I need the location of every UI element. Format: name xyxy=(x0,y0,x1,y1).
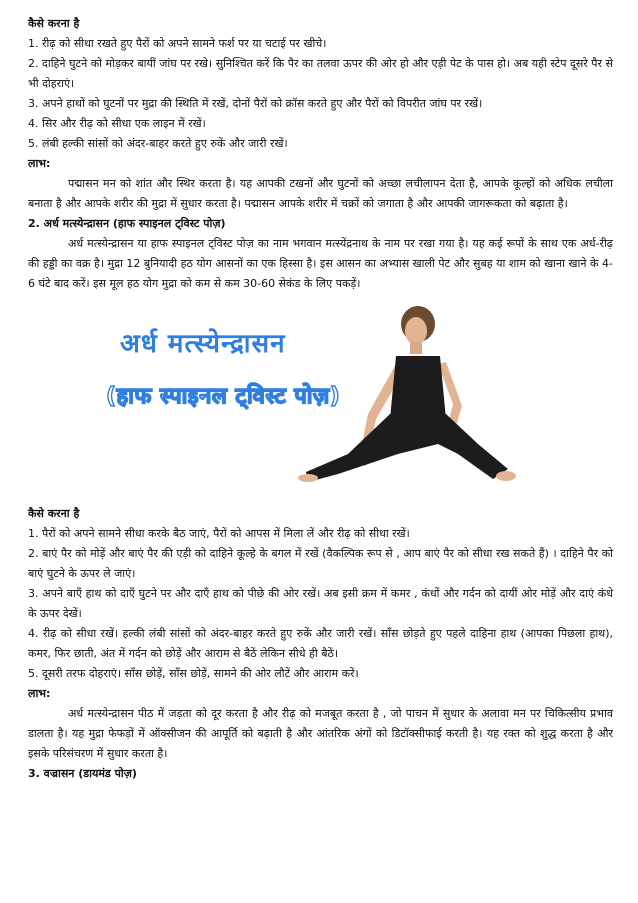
step-2-2: 2. बाएं पैर को मोड़ें और बाएं पैर की एड़ी को दाहिने कूल्हे के बगल में रखें (वैकल्पिक रूप से , आप बाएं पैर को सीधा रख सकते हैं) । दाहिने पैर को बाएं घुटने के ऊपर ले जाएं। xyxy=(28,547,613,580)
image-title-line-2: (हाफ स्पाइनल ट्विस्ट पोज़) xyxy=(106,384,341,409)
section-heading-3: 3. वज्रासन (डायमंड पोज़) xyxy=(28,767,137,780)
pose-image xyxy=(28,304,613,504)
step-1-1: 1. रीढ़ को सीधा रखते हुए पैरों को अपने सामने फर्श पर या चटाई पर खीचे। xyxy=(28,37,327,50)
document-page xyxy=(28,14,613,784)
benefits-heading-2: लाभ: xyxy=(28,687,51,700)
step-2-5: 5. दूसरी तरफ दोहराएं। साँस छोड़ें, साँस छोड़ें, सामने की ओर लौटें और आराम करें। xyxy=(28,667,359,680)
benefits-heading-1: लाभ: xyxy=(28,157,51,170)
intro-text-2: अर्ध मत्स्येन्द्रासन या हाफ स्पाइनल ट्विस्ट पोज़ का नाम भगवान मत्स्येंद्रनाथ के नाम पर रखा गया है। यह कई रूपों के साथ एक अर्ध-रीढ़ की हड्डी का वक्र है। मुद्रा 12 बुनियादी हठ योग आसनों का एक हिस्सा है। इस आसन का अभ्यास खाली पेट और सुबह या शाम को खाना खाने के 4-6 घंटे बाद करें। इस मूल हठ योग मुद्रा को कम से कम 30-60 सेकंड के लिए पकड़ें। xyxy=(28,237,613,290)
image-title-line-1: अर्ध मत्स्येन्द्रासन xyxy=(120,329,286,359)
step-1-2: 2. दाहिने घुटने को मोड़कर बायीं जांघ पर रखे। सुनिश्चित करें कि पैर का तलवा ऊपर की ओर हो और एड़ी पेट के पास हो। अब यही स्टेप दूसरे पैर से भी दोहराएं। xyxy=(28,57,613,90)
benefits-text-2: अर्ध मत्स्येन्द्रासन पीठ में जड़ता को दूर करता है और रीढ़ को मजबूत करता है , जो पाचन में सुधार के अलावा मन पर चिकित्सीय प्रभाव डालता है। यह मुद्रा फेफड़ों में ऑक्सीजन की आपूर्ति को बढ़ाती है और आंतरिक अंगों को डिटॉक्सीफाई करती है। यह रक्त को शुद्ध करता है और इसके परिसंचरण में सुधार करता है। xyxy=(28,707,613,760)
how-to-heading-1: कैसे करना है xyxy=(28,17,80,30)
step-1-4: 4. सिर और रीढ़ को सीधा एक लाइन में रखें। xyxy=(28,117,206,130)
benefits-text-1: पद्मासन मन को शांत और स्थिर करता है। यह आपकी टखनों और घुटनों को अच्छा लचीलापन देता है, आपके कूल्हों को अधिक लचीला बनाता है और आपके शरीर की मुद्रा में सुधार करता है। पद्मासन आपके शरीर में चक्रों को जगाता है और आपकी जागरूकता को बढ़ाता है। xyxy=(28,177,613,210)
step-2-4: 4. रीढ़ को सीधा रखें। हल्की लंबी सांसों को अंदर-बाहर करते हुए रुकें और जारी रखें। साँस छोड़ते हुए पहले दाहिना हाथ (आपका पिछला हाथ), कमर, फिर छाती, अंत में गर्दन को छोड़ें और आराम से बैठें लेकिन सीधे ही बैठें। xyxy=(28,627,613,660)
how-to-heading-2: कैसे करना है xyxy=(28,507,80,520)
section-heading-2: 2. अर्ध मत्स्येन्द्रासन (हाफ स्पाइनल ट्विस्ट पोज़) xyxy=(28,217,226,230)
step-2-3: 3. अपने बाएँ हाथ को दाएँ घुटने पर और दाएँ हाथ को पीछे की ओर रखें। अब इसी क्रम में कमर , कंधों और गर्दन को दायीं ओर मोड़ें और दाएं कंधे के ऊपर देखें। xyxy=(28,587,613,620)
step-1-3: 3. अपने हाथों को घुटनों पर मुद्रा की स्थिति में रखें, दोनों पैरों को क्रॉस करते हुए और पैरों को विपरीत जांघ पर रखें। xyxy=(28,97,483,110)
step-2-1: 1. पैरों को अपने सामने सीधा करके बैठ जाएं, पैरों को आपस में मिला लें और रीढ़ को सीधा रखें। xyxy=(28,527,410,540)
step-1-5: 5. लंबी हल्की सांसों को अंदर-बाहर करते हुए रुकें और जारी रखें। xyxy=(28,137,288,150)
